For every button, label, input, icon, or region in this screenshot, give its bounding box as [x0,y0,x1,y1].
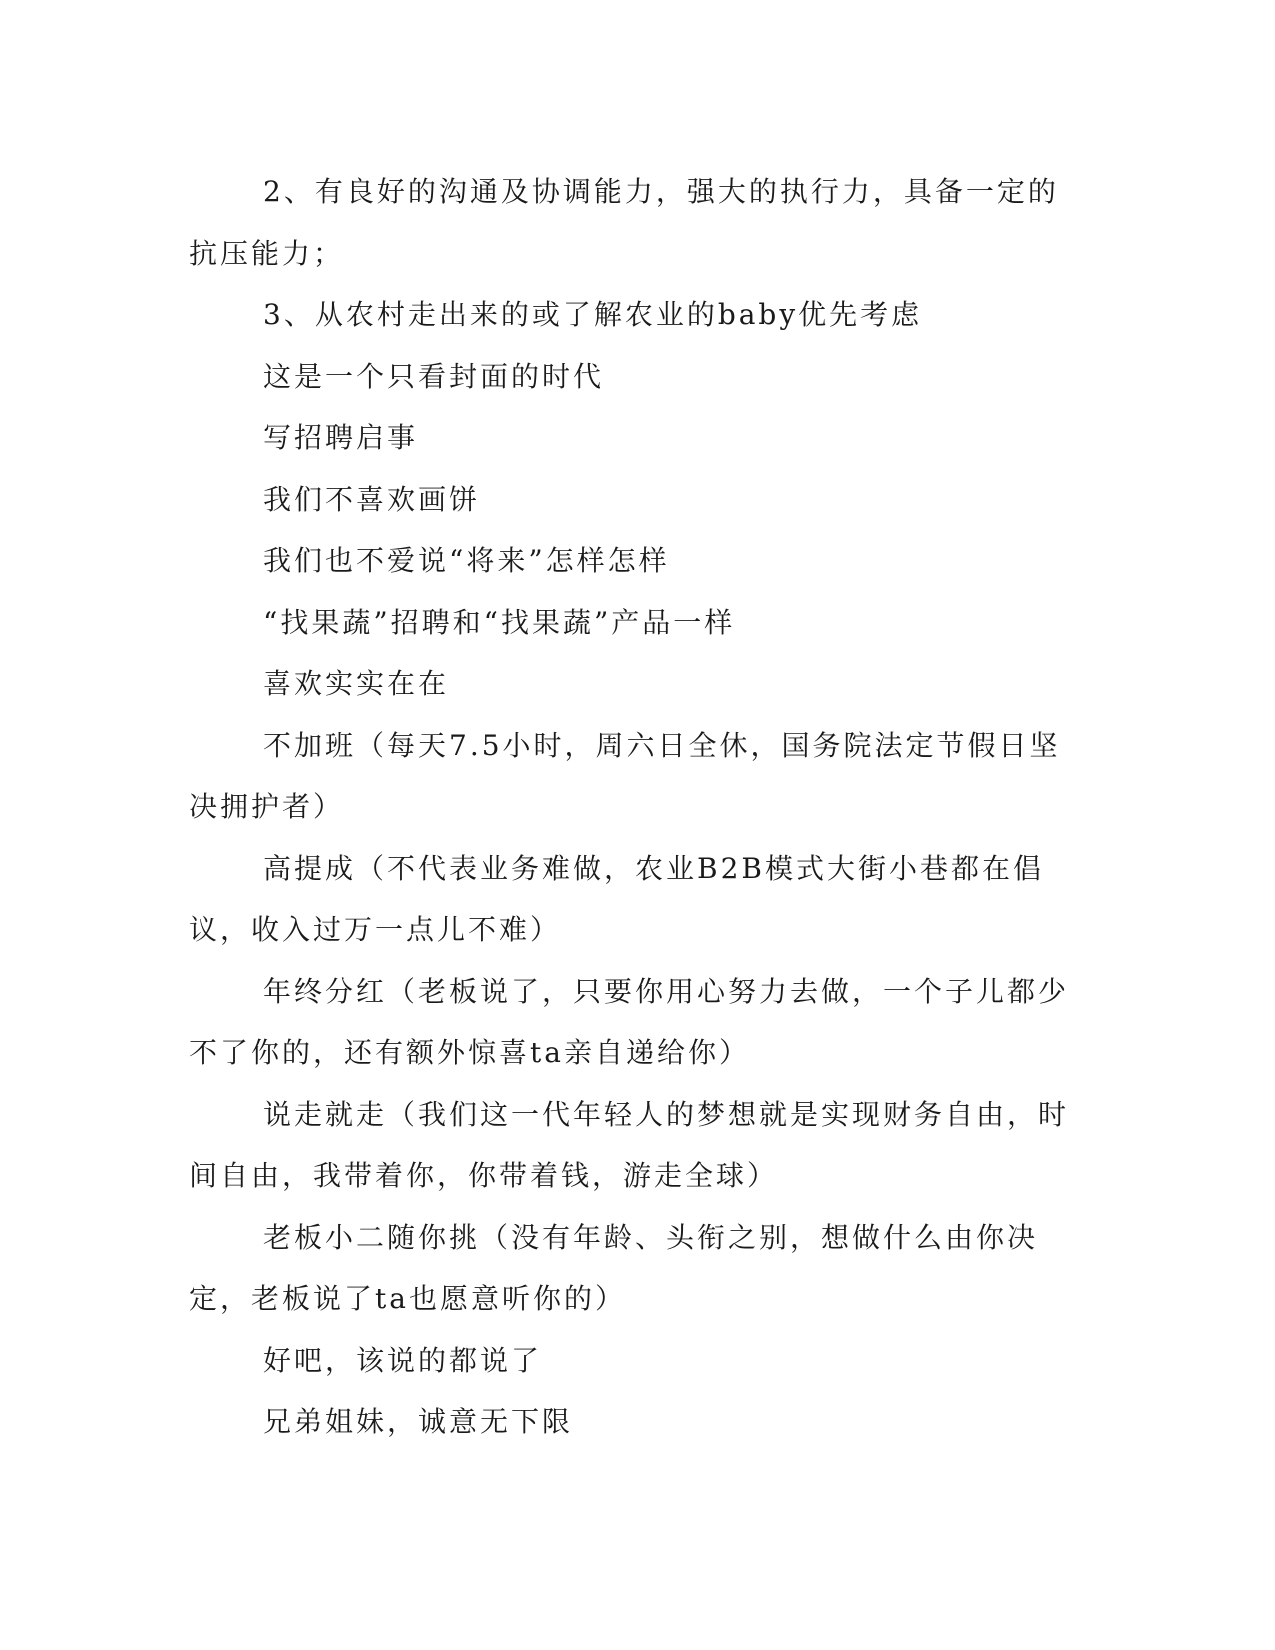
requirement-item-2: 2、有良好的沟通及协调能力，强大的执行力，具备一定的抗压能力； [189,175,1059,270]
body-line: 我们也不爱说“将来”怎样怎样 [263,544,670,577]
benefit-no-overtime: 不加班（每天7.5小时，周六日全休，国务院法定节假日坚决拥护者） [189,728,1061,823]
body-line: 兄弟姐妹，诚意无下限 [263,1405,574,1438]
requirement-item-3: 3、从农村走出来的或了解农业的baby优先考虑 [263,298,923,331]
body-line: “找果蔬”招聘和“找果蔬”产品一样 [263,605,736,639]
body-line: 这是一个只看封面的时代 [263,359,605,393]
benefit-year-end-bonus: 年终分红（老板说了，只要你用心努力去做，一个子儿都少不了你的，还有额外惊喜ta亲自递给你） [189,974,1070,1069]
document-body [189,161,1079,1453]
benefit-high-commission: 高提成（不代表业务难做，农业B2B模式大街小巷都在倡议，收入过万一点儿不难） [189,851,1044,946]
benefit-travel: 说走就走（我们这一代年轻人的梦想就是实现财务自由，时间自由，我带着你，你带着钱，游走全球） [189,1097,1070,1192]
body-line: 我们不喜欢画饼 [263,482,481,516]
body-line: 喜欢实实在在 [263,667,450,700]
benefit-role-choice: 老板小二随你挑（没有年龄、头衔之别，想做什么由你决定，老板说了ta也愿意听你的） [189,1220,1039,1315]
body-line: 好吧，该说的都说了 [263,1343,543,1377]
body-line: 写招聘启事 [263,421,419,454]
